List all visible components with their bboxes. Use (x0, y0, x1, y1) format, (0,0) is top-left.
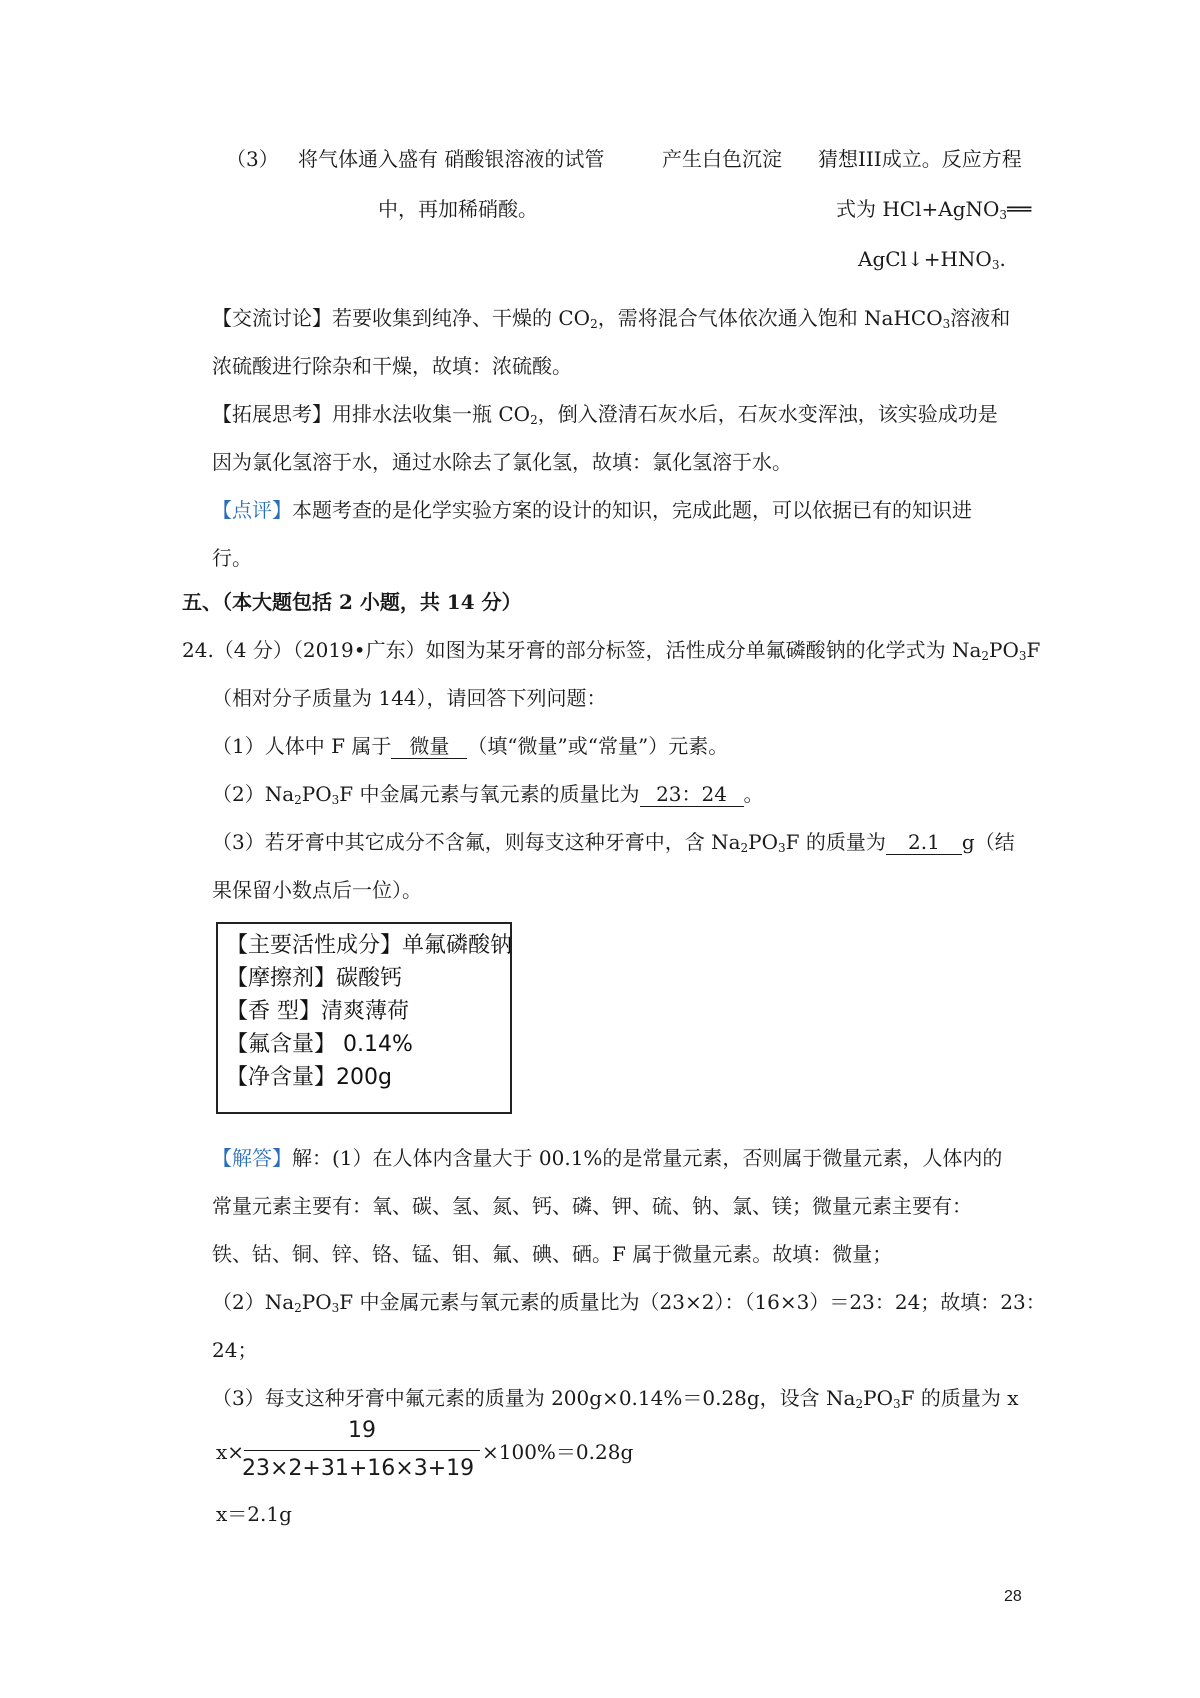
table-phenomenon: 产生白色沉淀 (662, 147, 782, 171)
table-conclusion-line3: $AgCl↓+HNO_3$. (858, 247, 1006, 272)
fraction-equation (216, 1418, 634, 1488)
q24-line1: 24.（4 分）（2019•广东）如图为某牙膏的部分标签，活性成分单氟磷酸钠的化学式为 $Na_2PO_3F$ (182, 638, 1041, 663)
table-step-line1: 将气体通入盛有 硝酸银溶液的试管 (298, 147, 605, 171)
answer-line4: $(2)Na_2PO_3F$ 中金属元素与氧元素的质量比为（23×2）：（16×3）＝23：24；故填：23： (212, 1290, 1046, 1315)
page-number: 28 (1004, 1588, 1022, 1605)
table-conclusion-line1: 猜想III成立。反应方程 (818, 147, 1022, 171)
discussion-line2: 浓硫酸进行除杂和干燥，故填：浓硫酸。 (212, 354, 572, 378)
label-row: 【主要活性成分】单氟磷酸钠 (226, 933, 513, 958)
toothpaste-label (216, 922, 512, 1114)
fraction-numerator: 19 (348, 1418, 376, 1443)
table-row-number: （3） (226, 147, 279, 171)
answer-line1: 【解答】解：(1）在人体内含量大于 00.1%的是常量元素，否则属于微量元素，人体内的 (212, 1146, 1003, 1170)
answer-line6: （3）每支这种牙膏中氟元素的质量为 200g×0.14%＝0.28g，设含 $Na_2PO_3F$ 的质量为 x (212, 1386, 1019, 1411)
answer-line5: 24； (212, 1338, 258, 1362)
extension-line2: 因为氯化氢溶于水，通过水除去了氯化氢，故填：氯化氢溶于水。 (212, 450, 792, 474)
comment-line1: 【点评】本题考查的是化学实验方案的设计的知识，完成此题，可以依据已有的知识进 (212, 498, 972, 522)
answer-blank-2: 23：24 (640, 782, 744, 807)
label-row: 【摩擦剂】碳酸钙 (226, 966, 403, 991)
extension-line1: 【拓展思考】用排水法收集一瓶 $CO_2$，倒入澄清石灰水后，石灰水变浑浊，该实验成功是 (212, 402, 998, 427)
comment-line2: 行。 (212, 546, 252, 570)
q24-part2: $(2)Na_2PO_3F$ 中金属元素与氧元素的质量比为 23：24 。 (212, 782, 764, 807)
q24-part3: （3）若牙膏中其它成分不含氟，则每支这种牙膏中，含 $Na_2PO_3F$ 的质量为 2.1 g（结 (212, 830, 1015, 855)
label-row: 【氟含量】 0.14% (226, 1032, 413, 1057)
table-step-line2: 中，再加稀硝酸。 (378, 197, 538, 221)
answer-blank-3: 2.1 (886, 830, 962, 855)
answer-result: x＝2.1g (216, 1502, 292, 1526)
section-title: 五、（本大题包括 2 小题，共 14 分） (182, 590, 522, 614)
answer-blank-1: 微量 (391, 734, 467, 759)
answer-line3: 铁、钴、铜、锌、铬、锰、钼、氟、碘、硒。F 属于微量元素。故填：微量； (212, 1242, 893, 1266)
fraction-bar (244, 1450, 480, 1451)
q24-part1: （1）人体中 F 属于 微量 （填“微量”或“常量”）元素。 (212, 734, 729, 758)
answer-tag: 【解答】 (212, 1146, 292, 1170)
fraction-suffix: ×100%＝0.28g (482, 1440, 634, 1464)
q24-line2: （相对分子质量为 144），请回答下列问题： (212, 686, 607, 710)
answer-line2: 常量元素主要有：氧、碳、氢、氮、钙、磷、钾、硫、钠、氯、镁；微量元素主要有： (212, 1194, 972, 1218)
table-conclusion-line2: 式为 HCl+AgNO$_3$══ (836, 197, 1032, 222)
label-row: 【净含量】200g (226, 1065, 392, 1090)
discussion-line1: 【交流讨论】若要收集到纯净、干燥的 $CO_2$，需将混合气体依次通入饱和 NaHCO$_3$溶液和 (212, 306, 1011, 331)
label-row: 【香 型】清爽薄荷 (226, 999, 409, 1024)
fraction-denominator: 23×2+31+16×3+19 (242, 1456, 475, 1481)
fraction-prefix: x× (216, 1440, 245, 1464)
q24-part3-line2: 果保留小数点后一位）。 (212, 878, 422, 902)
comment-tag: 【点评】 (212, 498, 292, 522)
